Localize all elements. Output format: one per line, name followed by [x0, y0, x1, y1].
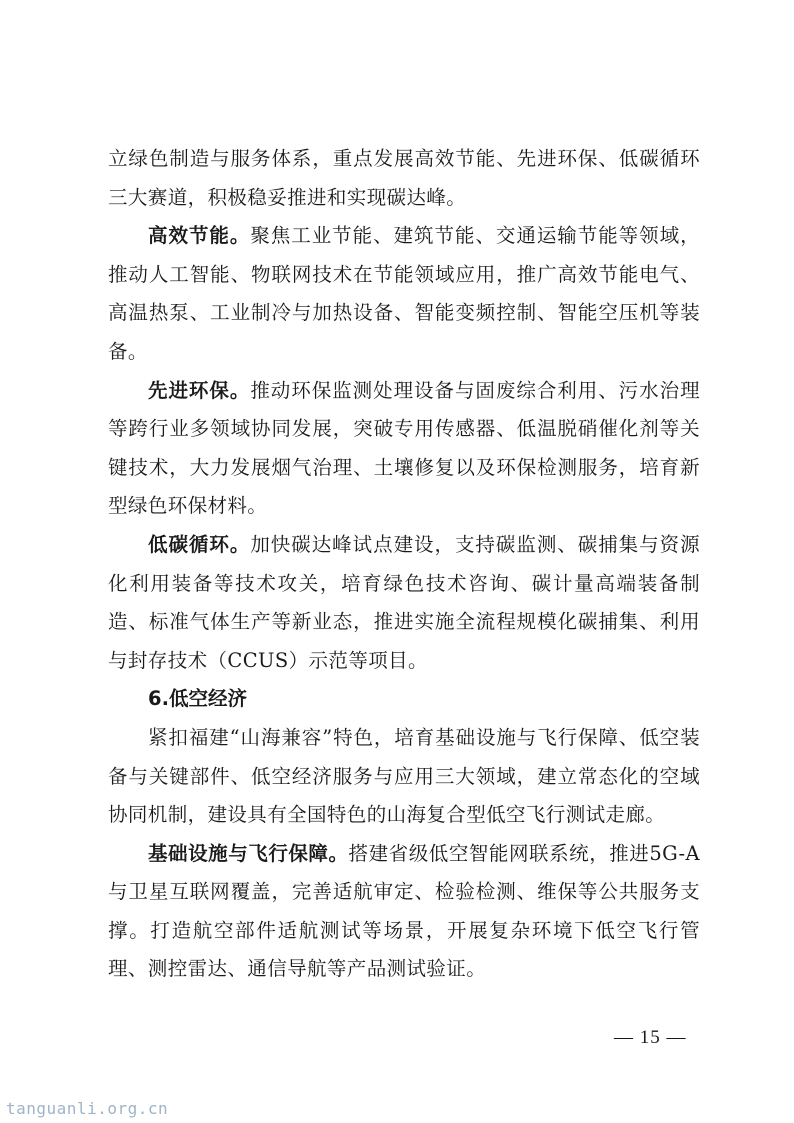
paragraph-body-advanced-env: 推动环保监测处理设备与固废综合利用、污水治理等跨行业多领域协同发展，突破专用传感器、低温脱硝催化剂等关键技术，大力发展烟气治理、土壤修复以及环保检测服务，培育新型绿色环保材料。	[108, 378, 700, 518]
paragraph-lead-infrastructure: 基础设施与飞行保障。	[148, 841, 349, 865]
watermark: tanguanli.org.cn	[6, 1099, 169, 1118]
paragraph-advanced-env	[108, 372, 700, 526]
paragraph-low-carbon	[108, 526, 700, 680]
paragraph-continued: 立绿色制造与服务体系，重点发展高效节能、先进环保、低碳循环三大赛道，积极稳妥推进和实现碳达峰。	[108, 147, 700, 209]
page-number: — 15 —	[614, 1027, 687, 1048]
paragraph-infrastructure	[108, 835, 700, 989]
paragraph-body-efficient-energy: 聚焦工业节能、建筑节能、交通运输节能等领域，推动人工智能、物联网技术在节能领域应用，推广高效节能电气、高温热泵、工业制冷与加热设备、智能变频控制、智能空压机等装备。	[108, 224, 700, 363]
section-heading: 6.低空经济	[148, 687, 247, 711]
document-body	[108, 140, 700, 989]
paragraph-lead-low-carbon: 低碳循环。	[148, 532, 251, 556]
paragraph-body-low-carbon: 加快碳达峰试点建设，支持碳监测、碳捕集与资源化利用装备等技术攻关，培育绿色技术咨询、碳计量高端装备制造、标准气体生产等新业态，推进实施全流程规模化碳捕集、利用与封存技术（CCUS）示范等项目。	[108, 532, 700, 672]
paragraph-efficient-energy	[108, 217, 700, 371]
paragraph-lead-advanced-env: 先进环保。	[148, 378, 251, 402]
paragraph-body-infrastructure: 搭建省级低空智能网联系统，推进5G-A与卫星互联网覆盖，完善适航审定、检验检测、维保等公共服务支撑。打造航空部件适航测试等场景，开展复杂环境下低空飞行管理、测控雷达、通信导航等产品测试验证。	[108, 841, 700, 981]
paragraph-low-altitude-intro: 紧扣福建“山海兼容”特色，培育基础设施与飞行保障、低空装备与关键部件、低空经济服务与应用三大领域，建立常态化的空域协同机制，建设具有全国特色的山海复合型低空飞行测试走廊。	[108, 725, 700, 827]
paragraph-lead-efficient-energy: 高效节能。	[148, 224, 251, 248]
